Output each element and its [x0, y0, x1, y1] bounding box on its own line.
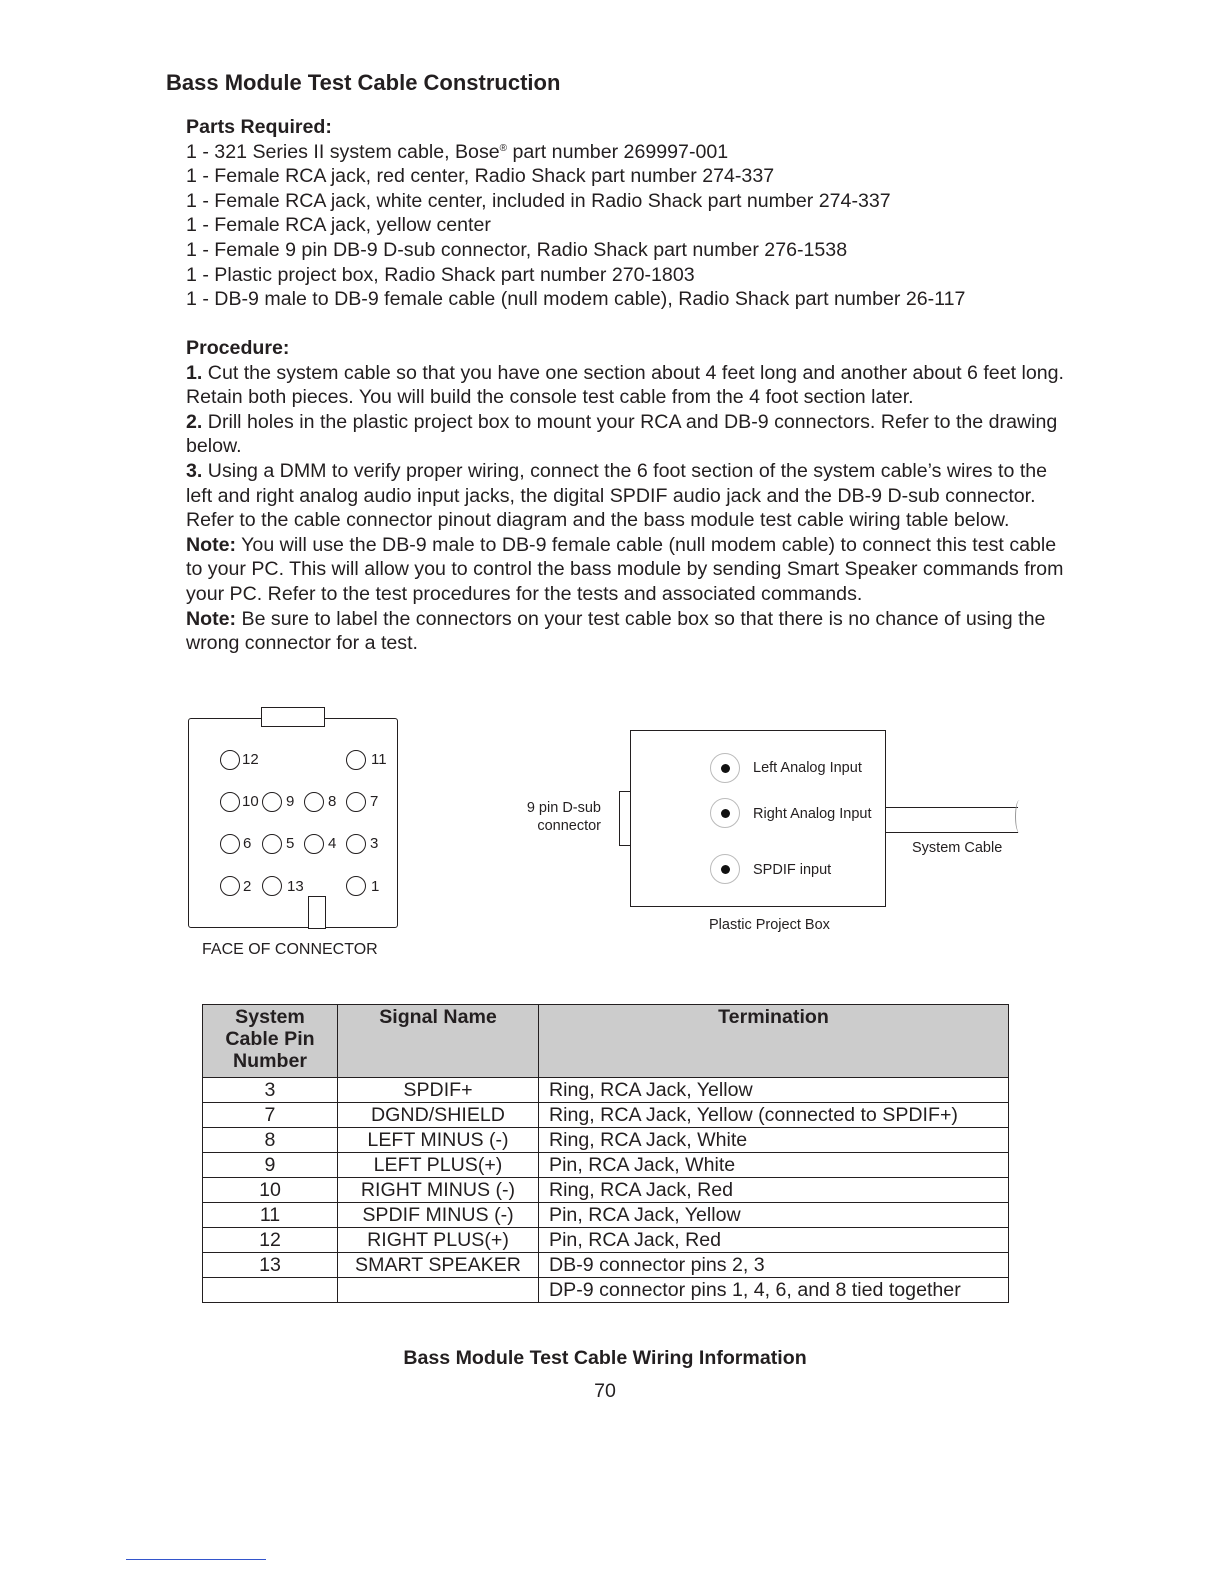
- cell-pin: 13: [203, 1253, 338, 1278]
- pin-label-6: 6: [243, 835, 252, 852]
- step-number: 3.: [186, 459, 203, 482]
- cell-termination: Ring, RCA Jack, Yellow (connected to SPDIF+): [539, 1103, 1009, 1128]
- step-text: Using a DMM to verify proper wiring, connect the 6 foot section of the system cable’s wires to the left and right analog audio input jacks, the digital SPDIF audio jack and the DB-9 D-sub connector. Refer to the cable connector pinout diagram and the bass module test cable wiring table below.: [186, 459, 1048, 532]
- cell-pin: 10: [203, 1178, 338, 1203]
- pin-hole-13: [262, 876, 282, 896]
- pin-label-2: 2: [243, 878, 252, 895]
- cell-termination: DB-9 connector pins 2, 3: [539, 1253, 1009, 1278]
- step-text: Drill holes in the plastic project box to mount your RCA and DB-9 connectors. Refer to the drawing below.: [186, 410, 1058, 458]
- pin-label-5: 5: [286, 835, 295, 852]
- cell-signal: RIGHT PLUS(+): [338, 1228, 539, 1253]
- pin-hole-5: [262, 834, 282, 854]
- table-row: [203, 1228, 1009, 1253]
- parts-required-section: [186, 115, 1066, 312]
- header-termination: Termination: [539, 1005, 1009, 1078]
- cell-termination: DP-9 connector pins 1, 4, 6, and 8 tied together: [539, 1278, 1009, 1303]
- rca-jack-icon: [710, 854, 740, 884]
- wiring-table: [202, 1004, 1009, 1303]
- table-row: [203, 1203, 1009, 1228]
- procedure-step: [186, 459, 1066, 533]
- pin-label-3: 3: [370, 835, 379, 852]
- cell-signal: DGND/SHIELD: [338, 1103, 539, 1128]
- procedure-step: [186, 410, 1066, 459]
- parts-item: 1 - Female RCA jack, white center, included in Radio Shack part number 274-337: [186, 189, 891, 212]
- pin-hole-9: [262, 792, 282, 812]
- table-row: [203, 1153, 1009, 1178]
- pin-hole-1: [346, 876, 366, 896]
- step-number: 2.: [186, 410, 203, 433]
- cell-signal: RIGHT MINUS (-): [338, 1178, 539, 1203]
- parts-item: 1 - Female RCA jack, yellow center: [186, 214, 491, 237]
- step-number: 1.: [186, 361, 203, 384]
- pin-label-11: 11: [371, 751, 387, 768]
- cell-termination: Pin, RCA Jack, Yellow: [539, 1203, 1009, 1228]
- note-text: You will use the DB-9 male to DB-9 female cable (null modem cable) to connect this test cable to your PC. This will allow you to control the bass module by sending Smart Speaker commands from your PC. Refer to the test procedures for the tests and associated commands.: [186, 533, 1064, 605]
- pin-hole-10: [220, 792, 240, 812]
- cell-termination: Ring, RCA Jack, Red: [539, 1178, 1009, 1203]
- cell-termination: Ring, RCA Jack, Yellow: [539, 1078, 1009, 1103]
- cell-signal: [338, 1278, 539, 1303]
- pin-label-9: 9: [286, 793, 295, 810]
- pin-label-7: 7: [370, 793, 379, 810]
- parts-heading: Parts Required:: [186, 116, 332, 138]
- system-cable-line: [886, 807, 1018, 808]
- cell-pin: [203, 1278, 338, 1303]
- dsub-label-line: 9 pin D-sub: [526, 800, 601, 816]
- footer-rule: [126, 1559, 266, 1560]
- project-box-caption: Plastic Project Box: [709, 917, 830, 933]
- pin-hole-2: [220, 876, 240, 896]
- table-row: [203, 1253, 1009, 1278]
- cell-signal: SPDIF+: [338, 1078, 539, 1103]
- cell-termination: Pin, RCA Jack, Red: [539, 1228, 1009, 1253]
- parts-item: 1 - Female RCA jack, red center, Radio Shack part number 274-337: [186, 165, 775, 188]
- rca-jack-icon: [710, 798, 740, 828]
- note-label: Note:: [186, 533, 237, 556]
- pin-hole-6: [220, 834, 240, 854]
- procedure-note: [186, 533, 1066, 607]
- page-title: Bass Module Test Cable Construction: [166, 70, 561, 95]
- pin-hole-8: [304, 792, 324, 812]
- parts-item: [186, 140, 1066, 165]
- pin-hole-4: [304, 834, 324, 854]
- step-text: Cut the system cable so that you have one section about 4 feet long and another about 6 feet long. Retain both pieces. You will build the console test cable from the 4 foot section later.: [186, 361, 1064, 409]
- cell-signal: SMART SPEAKER: [338, 1253, 539, 1278]
- system-cable-cut-end: [1015, 800, 1024, 833]
- pin-label-4: 4: [328, 835, 337, 852]
- cell-signal: LEFT PLUS(+): [338, 1153, 539, 1178]
- parts-item: 1 - Plastic project box, Radio Shack part number 270-1803: [186, 263, 695, 286]
- pin-label-8: 8: [328, 793, 337, 810]
- table-row: [203, 1128, 1009, 1153]
- pin-hole-11: [346, 750, 366, 770]
- parts-item: 1 - DB-9 male to DB-9 female cable (null modem cable), Radio Shack part number 26-117: [186, 288, 966, 311]
- note-label: Note:: [186, 607, 237, 630]
- cell-pin: 7: [203, 1103, 338, 1128]
- parts-item-text: part number 269997-001: [507, 140, 729, 163]
- pin-hole-12: [220, 750, 240, 770]
- dsub-label-line: connector: [537, 818, 601, 834]
- pin-hole-3: [346, 834, 366, 854]
- procedure-step: [186, 361, 1066, 410]
- pin-hole-7: [346, 792, 366, 812]
- pin-label-13: 13: [287, 878, 304, 895]
- cell-signal: SPDIF MINUS (-): [338, 1203, 539, 1228]
- cell-pin: 3: [203, 1078, 338, 1103]
- jack-label-spdif: SPDIF input: [753, 862, 832, 878]
- table-header-row: [203, 1005, 1009, 1078]
- procedure-section: [186, 336, 1066, 656]
- connector-face-outline: [188, 718, 398, 928]
- rca-jack-icon: [710, 753, 740, 783]
- connector-face-caption: FACE OF CONNECTOR: [202, 941, 378, 958]
- jack-label-right: Right Analog Input: [753, 806, 872, 822]
- cell-termination: Pin, RCA Jack, White: [539, 1153, 1009, 1178]
- pin-label-10: 10: [242, 793, 259, 810]
- header-signal-name: Signal Name: [338, 1005, 539, 1078]
- procedure-note: [186, 607, 1066, 656]
- table-row: [203, 1178, 1009, 1203]
- table-row: [203, 1278, 1009, 1303]
- table-row: [203, 1103, 1009, 1128]
- system-cable-caption: System Cable: [912, 840, 1003, 856]
- registered-mark: ®: [499, 142, 508, 154]
- connector-key-tab-top: [261, 707, 325, 727]
- cell-signal: LEFT MINUS (-): [338, 1128, 539, 1153]
- cell-pin: 11: [203, 1203, 338, 1228]
- note-text: Be sure to label the connectors on your test cable box so that there is no chance of using the wrong connector for a test.: [186, 607, 1046, 655]
- table-caption: Bass Module Test Cable Wiring Information: [403, 1347, 807, 1369]
- dsub-label: [520, 799, 601, 835]
- procedure-heading: Procedure:: [186, 337, 290, 359]
- jack-label-left: Left Analog Input: [753, 760, 862, 776]
- parts-item-text: 1 - 321 Series II system cable, Bose: [186, 140, 500, 163]
- pin-label-12: 12: [242, 751, 259, 768]
- header-pin-number: System Cable Pin Number: [203, 1005, 338, 1078]
- page-number: 70: [594, 1380, 616, 1402]
- system-cable-line: [886, 832, 1018, 833]
- cell-termination: Ring, RCA Jack, White: [539, 1128, 1009, 1153]
- cell-pin: 9: [203, 1153, 338, 1178]
- connector-key-tab-bottom: [308, 896, 326, 929]
- cell-pin: 8: [203, 1128, 338, 1153]
- cell-pin: 12: [203, 1228, 338, 1253]
- table-row: [203, 1078, 1009, 1103]
- parts-item: 1 - Female 9 pin DB-9 D-sub connector, Radio Shack part number 276-1538: [186, 238, 848, 261]
- pin-label-1: 1: [371, 878, 380, 895]
